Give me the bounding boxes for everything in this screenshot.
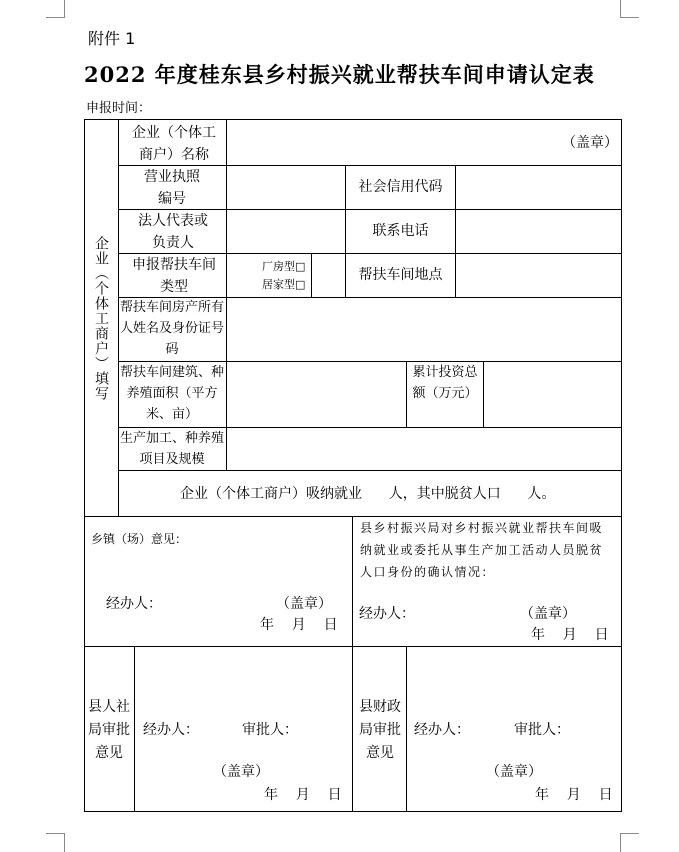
crop-mark bbox=[46, 17, 65, 18]
crop-mark bbox=[620, 833, 621, 852]
township-opinion-label: 乡镇（场）意见： bbox=[91, 532, 188, 546]
hr-bureau-label: 县人社局审批意见 bbox=[88, 699, 130, 761]
finance-date: 年 月 日 bbox=[535, 787, 613, 803]
table-grid bbox=[455, 165, 456, 297]
table-grid bbox=[118, 119, 119, 516]
section-side-label: 企业（个体工商户）填写 bbox=[93, 236, 109, 401]
township-date: 年 月 日 bbox=[260, 617, 338, 633]
crop-mark bbox=[620, 17, 639, 18]
bureau-date: 年 月 日 bbox=[531, 627, 609, 643]
investment-label: 累计投资总额（万元） bbox=[412, 365, 478, 401]
hr-approver-label: 审批人： bbox=[242, 722, 298, 738]
owner-info-label: 帮扶车间房产所有人姓名及身份证号码 bbox=[120, 300, 225, 357]
table-border bbox=[84, 119, 622, 120]
workshop-type-label: 申报帮扶车间类型 bbox=[132, 257, 216, 295]
table-border bbox=[84, 119, 85, 812]
table-grid bbox=[352, 516, 353, 812]
table-grid bbox=[483, 361, 484, 427]
township-seal: （盖章） bbox=[276, 596, 332, 612]
finance-handler-label: 经办人： bbox=[414, 722, 470, 738]
table-grid bbox=[406, 361, 407, 427]
bureau-handler-label: 经办人： bbox=[359, 606, 415, 622]
type-factory-option[interactable]: 厂房型□ bbox=[262, 260, 306, 273]
apply-time-label: 申报时间： bbox=[86, 101, 152, 116]
hr-date: 年 月 日 bbox=[264, 787, 342, 803]
table-grid bbox=[84, 646, 622, 647]
production-label: 生产加工、种养殖项目及规模 bbox=[120, 431, 225, 467]
bureau-seal: （盖章） bbox=[520, 606, 576, 622]
area-label: 帮扶车间建筑、种养殖面积（平方米、亩） bbox=[120, 365, 225, 422]
table-border bbox=[621, 119, 622, 812]
table-grid bbox=[311, 253, 312, 297]
table-border bbox=[84, 811, 622, 812]
license-no-label: 营业执照编号 bbox=[144, 169, 200, 207]
finance-seal: （盖章） bbox=[486, 764, 542, 780]
crop-mark bbox=[64, 833, 65, 852]
table-grid bbox=[406, 646, 407, 812]
bureau-confirm-label: 县乡村振兴局对乡村振兴就业帮扶车间吸纳就业或委托从事生产加工活动人员脱贫人口身份的确认情况： bbox=[360, 521, 604, 579]
finance-bureau-label: 县财政局审批意见 bbox=[359, 699, 401, 761]
table-grid bbox=[226, 119, 227, 471]
legal-rep-label: 法人代表或负责人 bbox=[138, 213, 208, 251]
crop-mark bbox=[46, 833, 65, 834]
finance-approver-label: 审批人： bbox=[514, 722, 570, 738]
page-title: 2022 年度桂东县乡村振兴就业帮扶车间申请认定表 bbox=[84, 62, 595, 87]
hr-handler-label: 经办人： bbox=[143, 722, 199, 738]
crop-mark bbox=[64, 0, 65, 18]
hr-seal: （盖章） bbox=[213, 764, 269, 780]
credit-code-label: 社会信用代码 bbox=[358, 179, 443, 195]
attachment-label: 附件 1 bbox=[88, 29, 136, 48]
type-home-option[interactable]: 居家型□ bbox=[262, 278, 306, 291]
crop-mark bbox=[620, 0, 621, 18]
crop-mark bbox=[620, 833, 639, 834]
company-seal: （盖章） bbox=[562, 135, 618, 151]
table-grid bbox=[134, 646, 135, 812]
employment-statement: 企业（个体工商户）吸纳就业 人，其中脱贫人口 人。 bbox=[180, 486, 556, 502]
company-name-label: 企业（个体工商户）名称 bbox=[132, 125, 216, 163]
table-grid bbox=[118, 470, 622, 471]
workshop-location-label: 帮扶车间地点 bbox=[358, 267, 443, 283]
township-handler-label: 经办人： bbox=[106, 596, 162, 612]
phone-label: 联系电话 bbox=[372, 223, 429, 239]
